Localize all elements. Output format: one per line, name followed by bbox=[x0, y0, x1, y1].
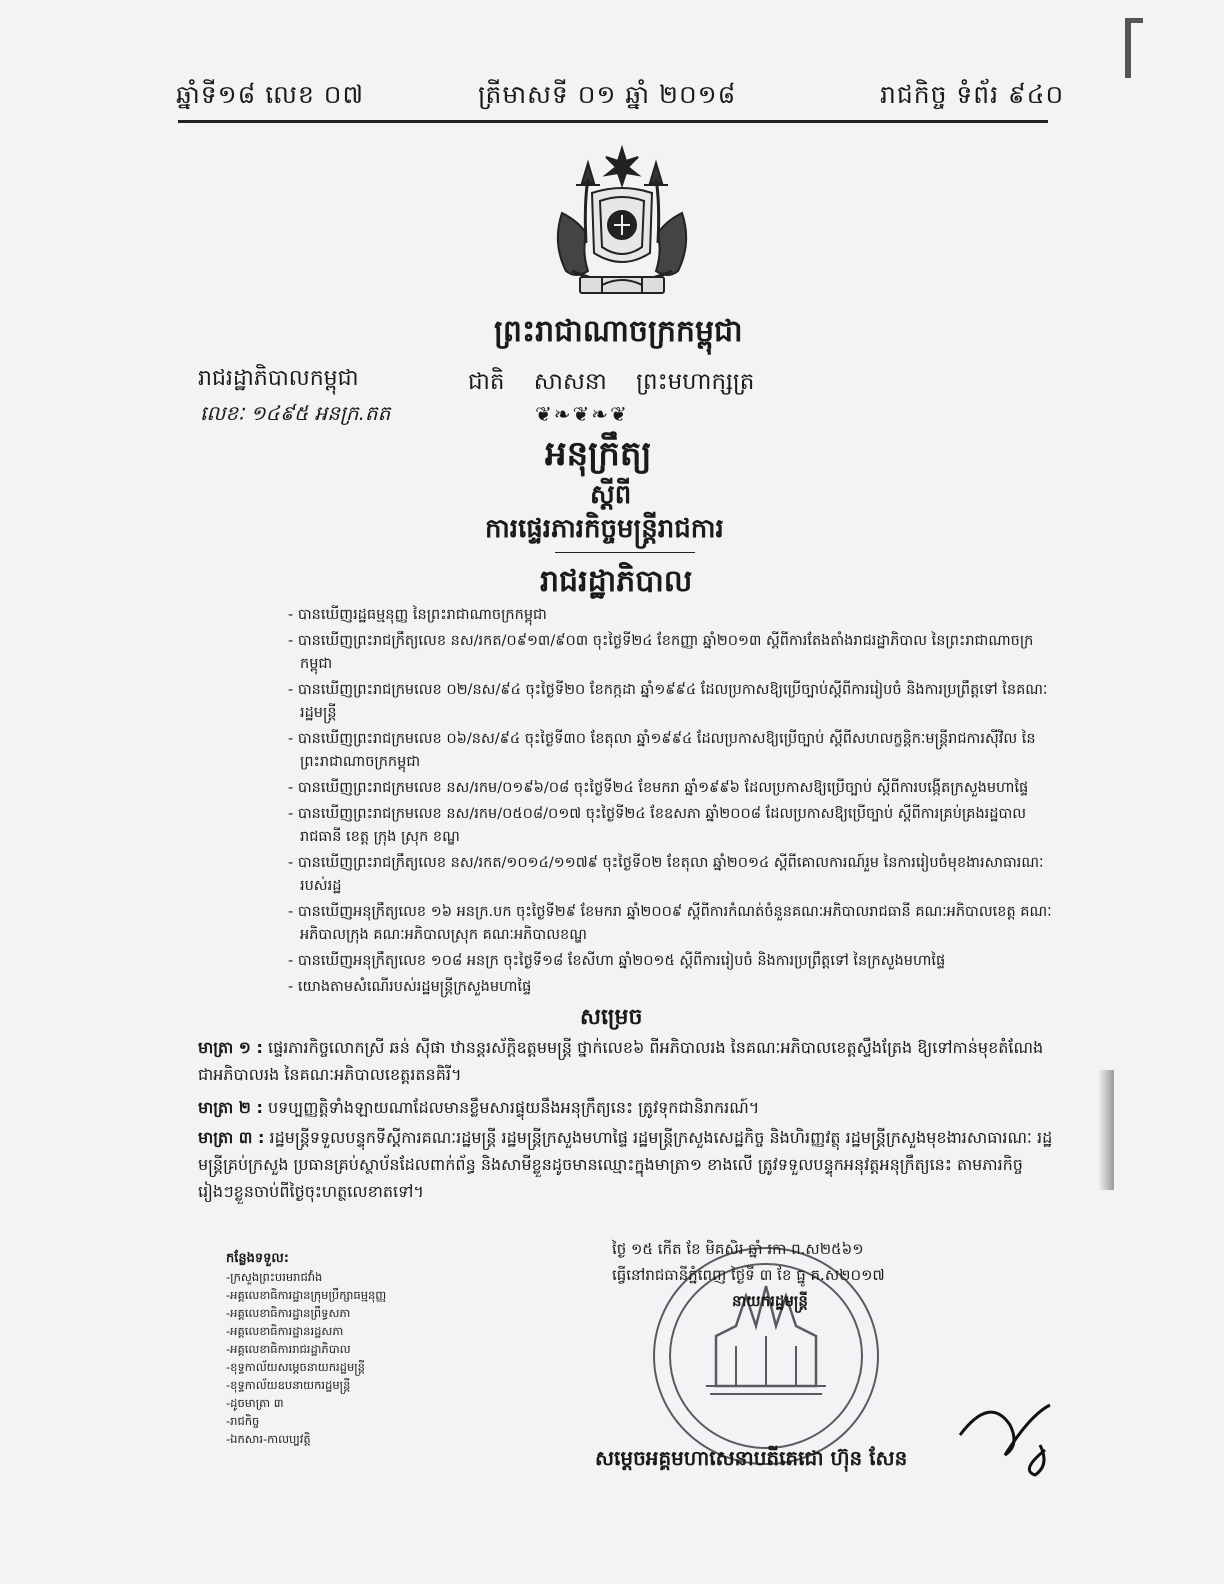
recipient-item: -ដូចមាត្រា ៣ bbox=[226, 1396, 284, 1410]
document-subject: ការផ្ទេរភារកិច្ចមន្ត្រីរាជការ bbox=[485, 514, 724, 544]
recipient-item: -រាជកិច្ច bbox=[226, 1414, 260, 1428]
scan-edge-mark bbox=[1125, 18, 1143, 23]
national-motto: ជាតិ សាសនា ព្រះមហាក្សត្រ bbox=[468, 369, 755, 395]
visa-item: - បានឃើញរដ្ឋធម្មនុញ្ញ នៃព្រះរាជាណាចក្រកម្ពុជា bbox=[288, 607, 547, 623]
solar-date: ធ្វើនៅរាជធានីភ្នំពេញ ថ្ងៃទី ៣ ខែ ធ្នូ គ.ស២០១៧ bbox=[612, 1266, 885, 1284]
article-label: មាត្រា ៣ : bbox=[198, 1128, 265, 1147]
handwritten-signature bbox=[950, 1375, 1070, 1485]
header-rule bbox=[178, 120, 1048, 123]
signer-title: នាយករដ្ឋមន្ត្រី bbox=[732, 1292, 808, 1310]
ornament-divider: ❦❧❦❧❦ bbox=[535, 402, 629, 426]
recipients-title: កន្លែងទទួល: bbox=[226, 1251, 289, 1266]
recipient-item: -អគ្គលេខាធិការរាជរដ្ឋាភិបាល bbox=[226, 1342, 351, 1356]
article-3 bbox=[198, 1124, 1058, 1205]
visa-item: - បានឃើញព្រះរាជក្រឹត្យលេខ នស/រកត/១០១៤/១១៧៩ ចុះថ្ងៃទី០២ ខែតុលា ឆ្នាំ២០១៤ ស្តីពីគោលការណ៍រួម នៃការរៀបចំមុខងារសាធារណៈរបស់រដ្ឋ bbox=[288, 855, 1044, 894]
visa-list bbox=[288, 604, 1058, 1002]
gazette-issue: ឆ្នាំទី១៨ លេខ ០៧ bbox=[176, 80, 365, 109]
recipient-item: -អគ្គលេខាធិការដ្ឋានរដ្ឋសភា bbox=[226, 1324, 344, 1338]
visa-item: - បានឃើញព្រះរាជក្រមលេខ ០៦/នស/៩៤ ចុះថ្ងៃទី៣០ ខែតុលា ឆ្នាំ១៩៩៤ ដែលប្រកាសឱ្យប្រើច្បាប់ ស្តីពីសហលក្ខន្តិកៈមន្ត្រីរាជការស៊ីវិល នៃព្រះរាជាណាចក្រកម្ពុជា bbox=[288, 731, 1036, 770]
visa-item: - បានឃើញព្រះរាជក្រឹត្យលេខ នស/រកត/០៩១៣/៩០៣ ចុះថ្ងៃទី២៤ ខែកញ្ញា ឆ្នាំ២០១៣ ស្តីពីការតែងតាំងរាជរដ្ឋាភិបាល នៃព្រះរាជាណាចក្រកម្ពុជា bbox=[288, 633, 1034, 672]
issuer-name: រាជរដ្ឋាភិបាលកម្ពុជា bbox=[198, 366, 359, 391]
article-2 bbox=[198, 1094, 1058, 1121]
recipient-item: -ឯកសារ-កាលប្បវត្តិ bbox=[226, 1432, 311, 1446]
lunar-date: ថ្ងៃ ១៥ កើត ខែ មិគសិរ ឆ្នាំ រកា ព.ស២៥៦១ bbox=[612, 1240, 864, 1258]
visa-item: - បានឃើញព្រះរាជក្រមលេខ ០២/នស/៩៤ ចុះថ្ងៃទី២០ ខែកក្កដា ឆ្នាំ១៩៩៤ ដែលប្រកាសឱ្យប្រើច្បាប់ស្តីពីការរៀបចំ និងការប្រព្រឹត្តទៅ នៃគណៈរដ្ឋមន្ត្រី bbox=[288, 682, 1048, 721]
recipient-item: -អគ្គលេខាធិការដ្ឋានក្រុមប្រឹក្សាធម្មនុញ្ញ bbox=[226, 1288, 387, 1302]
visa-item: - បានឃើញអនុក្រឹត្យលេខ ១០៨ អនក្រ ចុះថ្ងៃទី១៨ ខែសីហា ឆ្នាំ២០១៥ ស្តីពីការរៀបចំ និងការប្រព្រឹត្តទៅ នៃក្រសួងមហាផ្ទៃ bbox=[288, 953, 946, 969]
document-title: អនុក្រឹត្យ bbox=[545, 434, 652, 474]
visa-item: - បានឃើញអនុក្រឹត្យលេខ ១៦ អនក្រ.បក ចុះថ្ងៃទី២៩ ខែមករា ឆ្នាំ២០០៩ ស្តីពីការកំណត់ចំនួនគណៈអភិបាលរាជធានី គណៈអភិបាលខេត្ត គណៈអភិបាលក្រុង គណៈអភិបាលស្រុក គណៈអភិបាលខណ្ឌ bbox=[288, 904, 1052, 943]
gazette-page: រាជកិច្ច ទំព័រ ៩៤០ bbox=[880, 80, 1065, 109]
coat-of-arms-emblem bbox=[542, 143, 702, 308]
scan-edge-mark bbox=[1125, 18, 1131, 78]
recipient-item: -ខុទ្ទកាល័យសម្តេចនាយករដ្ឋមន្ត្រី bbox=[226, 1360, 365, 1374]
recipient-item: -ក្រសួងព្រះបរមរាជវាំង bbox=[226, 1270, 323, 1284]
recipient-item: -ខុទ្ទកាល័យឧបនាយករដ្ឋមន្ត្រី bbox=[226, 1378, 351, 1392]
kingdom-heading: ព្រះរាជាណាចក្រកម្ពុជា bbox=[494, 314, 743, 349]
visa-item: - បានឃើញព្រះរាជក្រមលេខ នស/រកម/០១៩៦/០៨ ចុះថ្ងៃទី២៤ ខែមករា ឆ្នាំ១៩៩៦ ដែលប្រកាសឱ្យប្រើច្បាប់ ស្តីពីការបង្កើតក្រសួងមហាផ្ទៃ bbox=[288, 780, 1029, 796]
scan-edge-shadow bbox=[1098, 1070, 1114, 1190]
concerning-label: ស្តីពី bbox=[590, 480, 632, 510]
article-label: មាត្រា ១ : bbox=[198, 1038, 263, 1057]
article-1 bbox=[198, 1034, 1058, 1088]
article-text: បទប្បញ្ញត្តិទាំងឡាយណាដែលមានខ្លឹមសារផ្ទុយនឹងអនុក្រឹត្យនេះ ត្រូវទុកជានិរាករណ៍។ bbox=[267, 1098, 760, 1117]
recipients-block bbox=[226, 1250, 386, 1448]
article-text: ផ្ទេរភារកិច្ចលោកស្រី ឆន់ ស៊ីផា ឋានន្តរស័ក្តិឧត្តមមន្ត្រី ថ្នាក់លេខ៦ ពីអភិបាលរង នៃគណៈអភិបាលខេត្តស្ទឹងត្រែង ឱ្យទៅកាន់មុខតំណែងជាអភិបាលរង នៃគណៈអភិបាលខេត្តរតនគិរី។ bbox=[198, 1038, 1044, 1084]
visa-item: - បានឃើញព្រះរាជក្រមលេខ នស/រកម/០៥០៨/០១៧ ចុះថ្ងៃទី២៤ ខែឧសភា ឆ្នាំ២០០៨ ដែលប្រកាសឱ្យប្រើច្បាប់ ស្តីពីការគ្រប់គ្រងរដ្ឋបាលរាជធានី ខេត្ត ក្រុង ស្រុក ខណ្ឌ bbox=[288, 806, 1027, 845]
date-block bbox=[612, 1236, 885, 1314]
document-number: លេខៈ ១៤៩៥ អនក្រ.តត bbox=[200, 401, 391, 425]
issuing-authority: រាជរដ្ឋាភិបាល bbox=[540, 564, 693, 599]
article-label: មាត្រា ២ : bbox=[198, 1098, 263, 1117]
article-text: រដ្ឋមន្ត្រីទទួលបន្ទុកទីស្តីការគណៈរដ្ឋមន្ត្រី រដ្ឋមន្ត្រីក្រសួងមហាផ្ទៃ រដ្ឋមន្ត្រីក្រសួងសេដ្ឋកិច្ច និងហិរញ្ញវត្ថុ រដ្ឋមន្ត្រីក្រសួងមុខងារសាធារណៈ រដ្ឋមន្ត្រីគ្រប់ក្រសួង ប្រធានគ្រប់ស្ថាប័នដែលពាក់ព័ន្ធ និងសាមីខ្លួនដូចមានឈ្មោះក្នុងមាត្រា១ ខាងលើ ត្រូវទទួលបន្ទុកអនុវត្តអនុក្រឹត្យនេះ តាមភារកិច្ចរៀងៗខ្លួនចាប់ពីថ្ងៃចុះហត្ថលេខាតទៅ។ bbox=[198, 1128, 1053, 1201]
visa-item: - យោងតាមសំណើរបស់រដ្ឋមន្ត្រីក្រសួងមហាផ្ទៃ bbox=[288, 979, 532, 995]
decision-heading: សម្រេច bbox=[580, 1005, 643, 1030]
signer-name: សម្តេចអគ្គមហាសេនាបតីតេជោ ហ៊ុន សែន bbox=[595, 1446, 908, 1470]
recipient-item: -អគ្គលេខាធិការដ្ឋានព្រឹទ្ធសភា bbox=[226, 1306, 351, 1320]
gazette-quarter: ត្រីមាសទី ០១ ឆ្នាំ ២០១៨ bbox=[478, 80, 737, 109]
section-divider bbox=[555, 552, 695, 553]
